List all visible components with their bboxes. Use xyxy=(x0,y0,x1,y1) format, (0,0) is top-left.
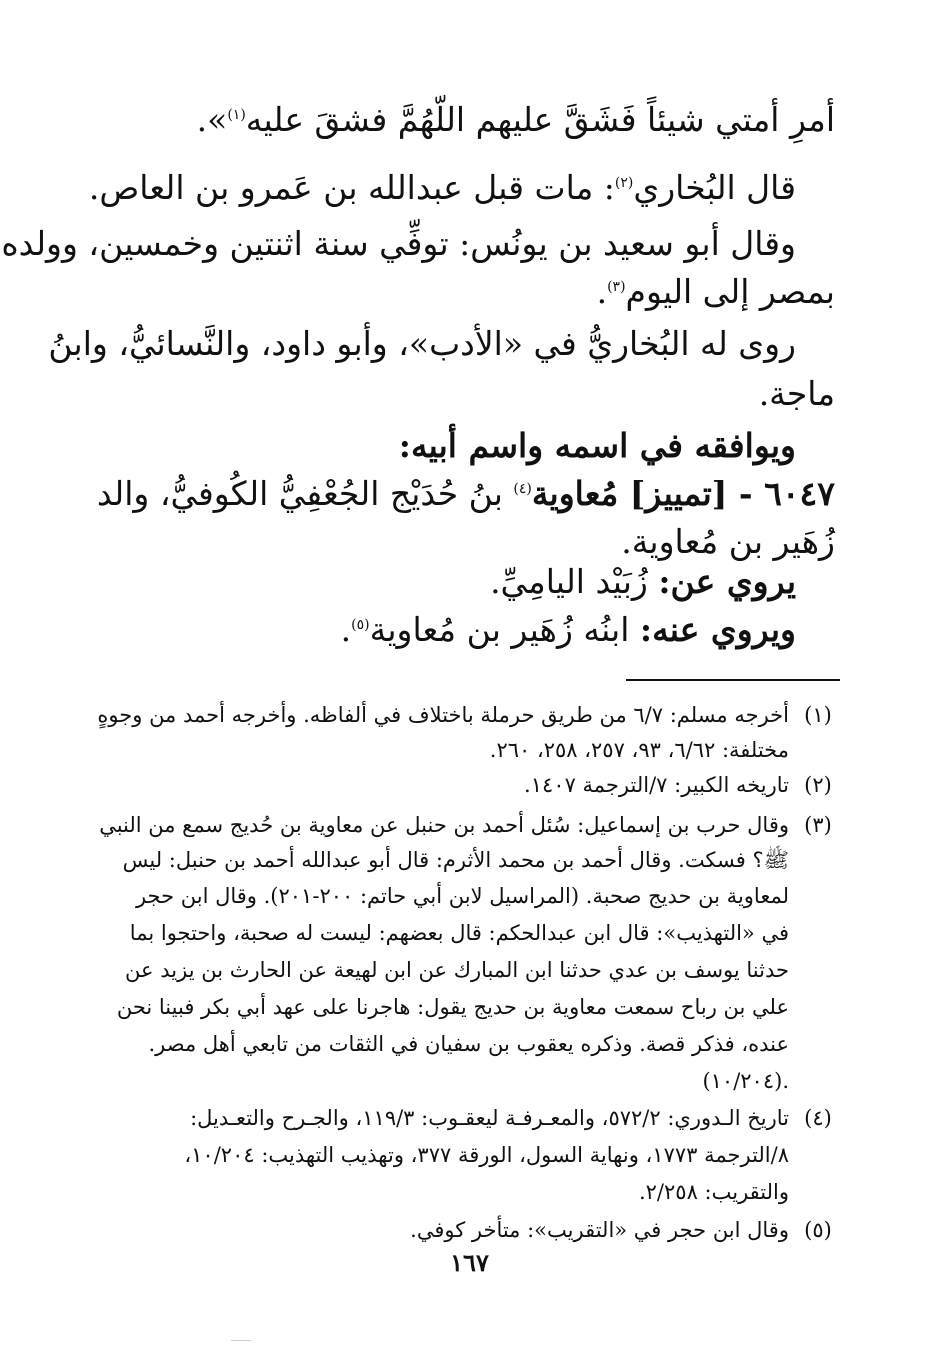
footnote-3-text-2: ﷺ؟ فسكت. وقال أحمد بن محمد الأثرم: قال أبو عبدالله أحمد بن حنبل: ليس xyxy=(122,848,789,872)
main-text-line-8-body: زُهَير بن مُعاوية. xyxy=(621,522,835,561)
section-heading-text: ويوافقه في اسمه واسم أبيه: xyxy=(398,426,796,465)
narrated-by-label: ويروي عنه: xyxy=(639,610,796,649)
footnote-1-line-1 xyxy=(97,700,789,730)
main-text-line-6 xyxy=(115,372,835,416)
section-heading xyxy=(96,424,796,468)
narrates-from-label: يروي عن: xyxy=(658,562,796,601)
main-text-line-4-start: بمصر إلى اليوم xyxy=(625,272,835,311)
footnote-5-text-1: وقال ابن حجر في «التقريب»: متأخر كوفي. xyxy=(410,1218,789,1242)
footnote-5-line-1 xyxy=(129,1215,789,1245)
footnote-3-number: (٣) xyxy=(804,813,832,837)
main-text-line-8 xyxy=(115,520,835,564)
footnote-divider xyxy=(626,679,840,681)
footnote-3-text-3: لمعاوية بن حديج صحبة. (المراسيل لابن أبي حاتم: ٢٠٠-٢٠١). وقال ابن حجر xyxy=(135,884,789,908)
footnote-4-text-3: والتقريب: ٢/٢٥٨. xyxy=(638,1180,789,1204)
footnote-1-number: (١) xyxy=(804,703,832,727)
main-text-line-3-body: وقال أبو سعيد بن يونُس: توفِّي سنة اثنتين وخمسين، وولده xyxy=(1,224,796,263)
main-text-line-1-tail: ». xyxy=(196,100,228,139)
footnote-3-line-7 xyxy=(129,1029,789,1059)
main-text-line-3 xyxy=(1,222,796,266)
footnote-3-text-5: حدثنا يوسف بن عدي حدثنا ابن المبارك عن ابن لهيعة عن الحارث بن يزيد عن xyxy=(125,958,789,982)
entry-line xyxy=(96,472,835,516)
footnote-1-text-2: مختلفة: ٦/٦٢، ٩٣، ٢٥٧، ٢٥٨، ٢٦٠. xyxy=(489,738,789,762)
main-text-line-6-body: ماجة. xyxy=(758,374,835,413)
footnote-4-number: (٤) xyxy=(804,1106,832,1130)
footnote-5-number: (٥) xyxy=(804,1218,832,1242)
main-text-line-5 xyxy=(48,322,796,366)
footnote-3-text-4: في «التهذيب»: قال ابن عبدالحكم: قال بعضهم: ليست له صحبة، واحتجوا بما xyxy=(129,921,789,945)
narrates-from-line xyxy=(96,560,796,604)
main-text-line-2-end: : مات قبل عبدالله بن عَمرو بن العاص. xyxy=(88,168,615,207)
footnote-1-line-2 xyxy=(129,735,789,765)
footnote-ref-3[interactable]: (٣) xyxy=(607,279,626,295)
main-text-line-4 xyxy=(115,270,835,314)
footnote-1-text-1: أخرجه مسلم: ٦/٧ من طريق حرملة باختلاف في ألفاظه. وأخرجه أحمد من وجوهٍ xyxy=(97,703,789,727)
footnote-ref-1[interactable]: (١) xyxy=(227,107,246,123)
main-text-line-2-start: قال البُخاري xyxy=(633,168,796,207)
footnote-3-line-6 xyxy=(116,992,789,1022)
footnote-4-text-1: تاريخ الـدوري: ٥٧٢/٢، والمعـرفـة ليعقـوب: ١١٩/٣، والجـرح والتعـديل: xyxy=(190,1106,789,1130)
footnote-3-line-8 xyxy=(129,1066,789,1096)
main-text-line-1 xyxy=(115,98,835,142)
narrated-by-value: ابنُه زُهَير بن مُعاوية xyxy=(369,610,640,649)
footnote-3-line-3 xyxy=(129,881,789,911)
page-number: ١٦٧ xyxy=(450,1248,489,1277)
footnote-3-text-7: عنده، فذكر قصة. وذكره يعقوب بن سفيان في الثقات من تابعي أهل مصر. xyxy=(148,1032,789,1056)
scan-mark xyxy=(231,1340,251,1341)
narrated-by-line xyxy=(96,608,796,652)
entry-number-and-name: ٦٠٤٧ - [تمييز] مُعاوية xyxy=(531,474,835,513)
main-text-line-2 xyxy=(88,166,796,210)
footnote-4-line-3 xyxy=(129,1177,789,1207)
main-text-line-5-body: روى له البُخاريُّ في «الأدب»، وأبو داود، والنَّسائيُّ، وابنُ xyxy=(48,324,796,363)
narrates-from-value: زُبَيْد اليامِيِّ. xyxy=(490,562,659,601)
main-text-line-4-end: . xyxy=(596,272,608,311)
footnote-ref-5[interactable]: (٥) xyxy=(351,617,370,633)
footnote-4-line-1 xyxy=(129,1103,789,1133)
footnote-3-line-4 xyxy=(129,918,789,948)
footnote-3-line-1 xyxy=(99,810,789,840)
footnote-ref-4[interactable]: (٤) xyxy=(513,481,532,497)
footnote-2-number: (٢) xyxy=(804,773,832,797)
footnote-4-line-2 xyxy=(129,1140,789,1170)
entry-name-continuation: بنُ حُدَيْج الجُعْفِيُّ الكُوفيُّ، والد xyxy=(96,474,514,513)
footnote-2-text-1: تاريخه الكبير: ٧/الترجمة ١٤٠٧. xyxy=(524,773,789,797)
footnote-4-text-2: ٨/الترجمة ١٧٧٣، ونهاية السول، الورقة ٣٧٧، وتهذيب التهذيب: ١٠/٢٠٤، xyxy=(184,1143,789,1167)
footnote-2-line-1 xyxy=(129,770,789,800)
footnote-3-line-5 xyxy=(125,955,789,985)
footnote-3-text-1: وقال حرب بن إسماعيل: سُئل أحمد بن حنبل عن معاوية بن حُديج سمع من النبي xyxy=(99,813,789,837)
footnote-ref-2[interactable]: (٢) xyxy=(614,175,634,191)
narrated-by-tail: . xyxy=(340,610,352,649)
footnote-3-text-6: علي بن رباح سمعت معاوية بن حديج يقول: هاجرنا على عهد أبي بكر فبينا نحن xyxy=(116,995,789,1019)
footnote-3-text-8: (١٠/٢٠٤). xyxy=(702,1069,789,1093)
footnote-3-line-2 xyxy=(122,845,789,875)
main-text-line-1-body: أمرِ أمتي شيئاً فَشَقَّ عليهم اللّهُمَّ فشقَ عليه xyxy=(245,100,835,139)
